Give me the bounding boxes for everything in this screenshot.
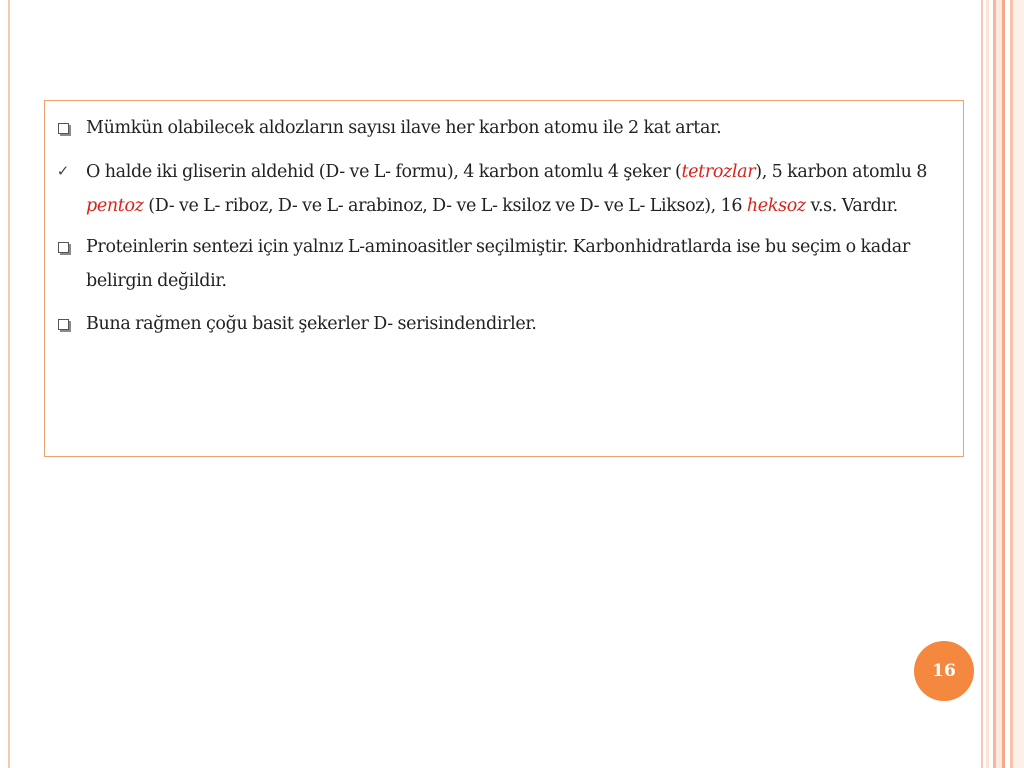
page-number-badge: 16 <box>914 641 974 701</box>
bullet-text-1: Mümkün olabilecek aldozların sayısı ilave her karbon atomu ile 2 kat artar. <box>86 118 722 138</box>
bullet-text-3: Proteinlerin sentezi için yalnız L-aminoasitler seçilmiştir. Karbonhidratlarda ise bu seçim o kadar belirgin değildir. <box>86 237 910 291</box>
box-bullet-icon <box>56 121 70 135</box>
bullet-text-2 <box>86 155 949 223</box>
box-bullet-icon <box>56 240 70 254</box>
term-heksoz: heksoz <box>746 196 806 216</box>
checkmark-icon: ✓ <box>56 162 70 180</box>
term-pentoz: pentoz <box>86 196 144 216</box>
bullet-2-part-4: v.s. Vardır. <box>805 196 898 216</box>
bullet-2-part-2: ), 5 karbon atomlu 8 <box>755 162 928 182</box>
bullet-2-part-1: O halde iki gliserin aldehid (D- ve L- formu), 4 karbon atomlu 4 şeker ( <box>86 162 682 182</box>
bullet-2-part-3: (D- ve L- riboz, D- ve L- arabinoz, D- ve L- ksiloz ve D- ve L- Liksoz), 16 <box>143 196 747 216</box>
bullet-text-4: Buna rağmen çoğu basit şekerler D- serisindendirler. <box>86 314 537 334</box>
content-box <box>44 100 964 457</box>
box-bullet-icon <box>56 317 70 331</box>
decorative-side-stripes <box>986 0 1024 768</box>
term-tetrozlar: tetrozlar <box>681 162 756 182</box>
